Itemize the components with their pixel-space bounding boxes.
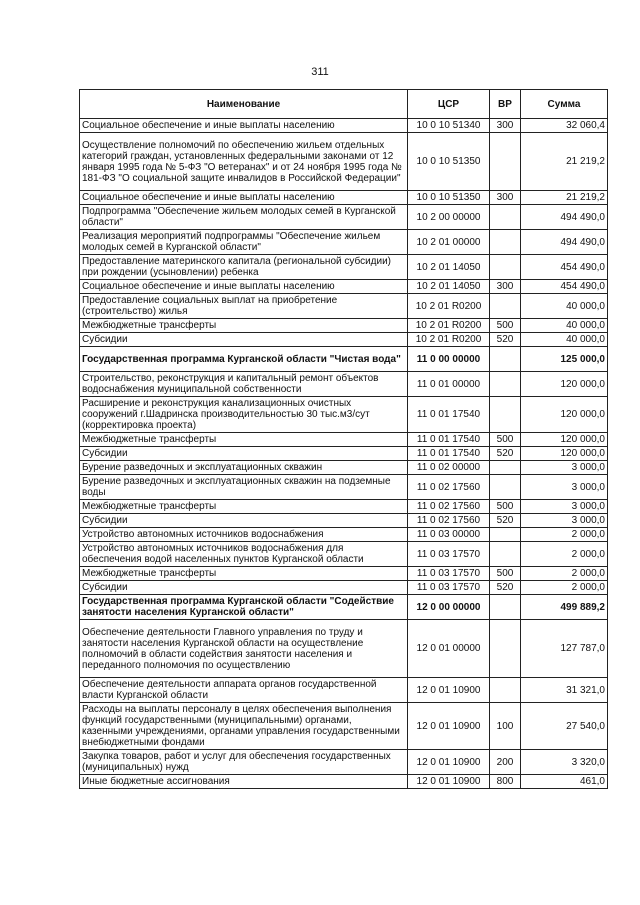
table-row: [80, 620, 608, 678]
row-vr: 200: [490, 750, 521, 775]
row-name: Межбюджетные трансферты: [80, 319, 408, 333]
row-csr: 12 0 01 00000: [408, 620, 490, 678]
table-row: [80, 319, 608, 333]
row-name: Бурение разведочных и эксплуатационных скважин на подземные воды: [80, 475, 408, 500]
row-sum: 3 000,0: [521, 461, 608, 475]
row-sum: 21 219,2: [521, 133, 608, 191]
table-row: [80, 475, 608, 500]
row-sum: 125 000,0: [521, 347, 608, 372]
row-name: Предоставление материнского капитала (региональной субсидии) при рождении (усыновлении) ребенка: [80, 255, 408, 280]
row-sum: 40 000,0: [521, 319, 608, 333]
row-name: Иные бюджетные ассигнования: [80, 775, 408, 789]
table-row: [80, 514, 608, 528]
row-name: Расходы на выплаты персоналу в целях обеспечения выполнения функций государственными (муниципальными) органами, казенными учреждениями, органами управления государственными внебюджетными фондами: [80, 703, 408, 750]
row-csr: 11 0 02 17560: [408, 500, 490, 514]
table-row: [80, 133, 608, 191]
row-csr: 11 0 03 17570: [408, 567, 490, 581]
table-row: [80, 280, 608, 294]
row-name: Межбюджетные трансферты: [80, 567, 408, 581]
table-header-row: [80, 90, 608, 119]
row-name: Социальное обеспечение и иные выплаты населению: [80, 119, 408, 133]
row-vr: [490, 372, 521, 397]
row-sum: 31 321,0: [521, 678, 608, 703]
row-csr: 12 0 01 10900: [408, 703, 490, 750]
header-name: Наименование: [80, 90, 408, 119]
table-row: [80, 595, 608, 620]
row-vr: 300: [490, 119, 521, 133]
row-csr: 11 0 01 17540: [408, 447, 490, 461]
row-vr: [490, 294, 521, 319]
row-sum: 27 540,0: [521, 703, 608, 750]
row-vr: 300: [490, 191, 521, 205]
row-sum: 2 000,0: [521, 567, 608, 581]
row-csr: 10 0 10 51350: [408, 191, 490, 205]
row-name: Строительство, реконструкция и капитальный ремонт объектов водоснабжения муниципальной собственности: [80, 372, 408, 397]
row-vr: [490, 255, 521, 280]
table-row: [80, 347, 608, 372]
row-sum: 3 000,0: [521, 475, 608, 500]
row-sum: 494 490,0: [521, 205, 608, 230]
row-vr: 800: [490, 775, 521, 789]
table-row: [80, 433, 608, 447]
row-name: Межбюджетные трансферты: [80, 500, 408, 514]
row-name: Реализация мероприятий подпрограммы "Обеспечение жильем молодых семей в Курганской области": [80, 230, 408, 255]
row-csr: 11 0 03 17570: [408, 581, 490, 595]
row-vr: 520: [490, 581, 521, 595]
row-name: Предоставление социальных выплат на приобретение (строительство) жилья: [80, 294, 408, 319]
row-csr: 12 0 01 10900: [408, 750, 490, 775]
row-csr: 11 0 01 00000: [408, 372, 490, 397]
row-name: Бурение разведочных и эксплуатационных скважин: [80, 461, 408, 475]
row-sum: 40 000,0: [521, 333, 608, 347]
table-row: [80, 119, 608, 133]
table-row: [80, 567, 608, 581]
table-row: [80, 461, 608, 475]
table-row: [80, 750, 608, 775]
row-csr: 11 0 02 17560: [408, 514, 490, 528]
row-csr: 11 0 01 17540: [408, 397, 490, 433]
row-csr: 11 0 03 00000: [408, 528, 490, 542]
row-name: Осуществление полномочий по обеспечению жильем отдельных категорий граждан, установленных федеральными законами от 12 января 1995 года № 5-ФЗ "О ветеранах" и от 24 ноября 1995 года № 181-ФЗ "О социальной защите инвалидов в Российской Федерации": [80, 133, 408, 191]
row-csr: 12 0 01 10900: [408, 678, 490, 703]
table-row: [80, 581, 608, 595]
table-body: [80, 119, 608, 789]
row-name: Межбюджетные трансферты: [80, 433, 408, 447]
row-name: Расширение и реконструкция канализационных очистных сооружений г.Шадринска производительностью 30 тыс.м3/сут (корректировка проекта): [80, 397, 408, 433]
row-sum: 494 490,0: [521, 230, 608, 255]
row-vr: 100: [490, 703, 521, 750]
row-name: Государственная программа Курганской области "Чистая вода": [80, 347, 408, 372]
row-csr: 11 0 01 17540: [408, 433, 490, 447]
table-row: [80, 230, 608, 255]
row-sum: 2 000,0: [521, 581, 608, 595]
table-row: [80, 397, 608, 433]
row-sum: 127 787,0: [521, 620, 608, 678]
row-csr: 10 2 01 00000: [408, 230, 490, 255]
row-csr: 10 2 01 14050: [408, 280, 490, 294]
row-name: Государственная программа Курганской области "Содействие занятости населения Курганской области": [80, 595, 408, 620]
row-sum: 3 000,0: [521, 514, 608, 528]
row-csr: 11 0 02 17560: [408, 475, 490, 500]
row-sum: 499 889,2: [521, 595, 608, 620]
row-csr: 11 0 03 17570: [408, 542, 490, 567]
row-vr: [490, 461, 521, 475]
row-vr: 500: [490, 433, 521, 447]
table-row: [80, 500, 608, 514]
row-vr: [490, 230, 521, 255]
row-name: Обеспечение деятельности аппарата органов государственной власти Курганской области: [80, 678, 408, 703]
row-vr: [490, 528, 521, 542]
table-row: [80, 447, 608, 461]
row-sum: 454 490,0: [521, 280, 608, 294]
row-vr: [490, 542, 521, 567]
row-name: Социальное обеспечение и иные выплаты населению: [80, 280, 408, 294]
header-vr: ВР: [490, 90, 521, 119]
header-sum: Сумма: [521, 90, 608, 119]
table-row: [80, 775, 608, 789]
table-row: [80, 294, 608, 319]
row-sum: 3 000,0: [521, 500, 608, 514]
row-vr: 300: [490, 280, 521, 294]
row-sum: 21 219,2: [521, 191, 608, 205]
row-sum: 2 000,0: [521, 528, 608, 542]
row-vr: 500: [490, 500, 521, 514]
row-sum: 2 000,0: [521, 542, 608, 567]
row-vr: [490, 475, 521, 500]
table-row: [80, 255, 608, 280]
row-csr: 11 0 00 00000: [408, 347, 490, 372]
row-csr: 10 0 10 51340: [408, 119, 490, 133]
row-sum: 120 000,0: [521, 433, 608, 447]
row-name: Субсидии: [80, 447, 408, 461]
row-sum: 454 490,0: [521, 255, 608, 280]
row-sum: 3 320,0: [521, 750, 608, 775]
table-row: [80, 191, 608, 205]
row-vr: [490, 205, 521, 230]
row-name: Закупка товаров, работ и услуг для обеспечения государственных (муниципальных) нужд: [80, 750, 408, 775]
table-row: [80, 205, 608, 230]
row-vr: 520: [490, 447, 521, 461]
row-csr: 10 2 00 00000: [408, 205, 490, 230]
row-vr: [490, 347, 521, 372]
row-name: Устройство автономных источников водоснабжения для обеспечения водой населенных пунктов Курганской области: [80, 542, 408, 567]
budget-table: [79, 89, 608, 789]
row-vr: 520: [490, 333, 521, 347]
row-vr: [490, 620, 521, 678]
row-name: Социальное обеспечение и иные выплаты населению: [80, 191, 408, 205]
table-row: [80, 372, 608, 397]
row-vr: [490, 133, 521, 191]
header-csr: ЦСР: [408, 90, 490, 119]
row-csr: 10 2 01 R0200: [408, 319, 490, 333]
row-vr: [490, 595, 521, 620]
row-sum: 120 000,0: [521, 447, 608, 461]
row-csr: 10 2 01 14050: [408, 255, 490, 280]
table-row: [80, 703, 608, 750]
row-csr: 10 0 10 51350: [408, 133, 490, 191]
row-csr: 12 0 00 00000: [408, 595, 490, 620]
table-row: [80, 542, 608, 567]
row-csr: 10 2 01 R0200: [408, 294, 490, 319]
table-row: [80, 528, 608, 542]
page-number: 311: [311, 66, 329, 78]
row-sum: 120 000,0: [521, 397, 608, 433]
row-csr: 10 2 01 R0200: [408, 333, 490, 347]
row-name: Обеспечение деятельности Главного управления по труду и занятости населения Курганской области на осуществление полномочий в области содействия занятости населения и переданного полномочия по осуществлению: [80, 620, 408, 678]
table-row: [80, 333, 608, 347]
row-csr: 11 0 02 00000: [408, 461, 490, 475]
row-vr: 500: [490, 319, 521, 333]
row-sum: 120 000,0: [521, 372, 608, 397]
table-row: [80, 678, 608, 703]
row-vr: [490, 678, 521, 703]
row-sum: 40 000,0: [521, 294, 608, 319]
row-vr: [490, 397, 521, 433]
row-csr: 12 0 01 10900: [408, 775, 490, 789]
row-sum: 32 060,4: [521, 119, 608, 133]
row-name: Подпрограмма "Обеспечение жильем молодых семей в Курганской области": [80, 205, 408, 230]
row-name: Устройство автономных источников водоснабжения: [80, 528, 408, 542]
row-vr: 520: [490, 514, 521, 528]
row-name: Субсидии: [80, 514, 408, 528]
row-name: Субсидии: [80, 333, 408, 347]
row-name: Субсидии: [80, 581, 408, 595]
row-sum: 461,0: [521, 775, 608, 789]
row-vr: 500: [490, 567, 521, 581]
